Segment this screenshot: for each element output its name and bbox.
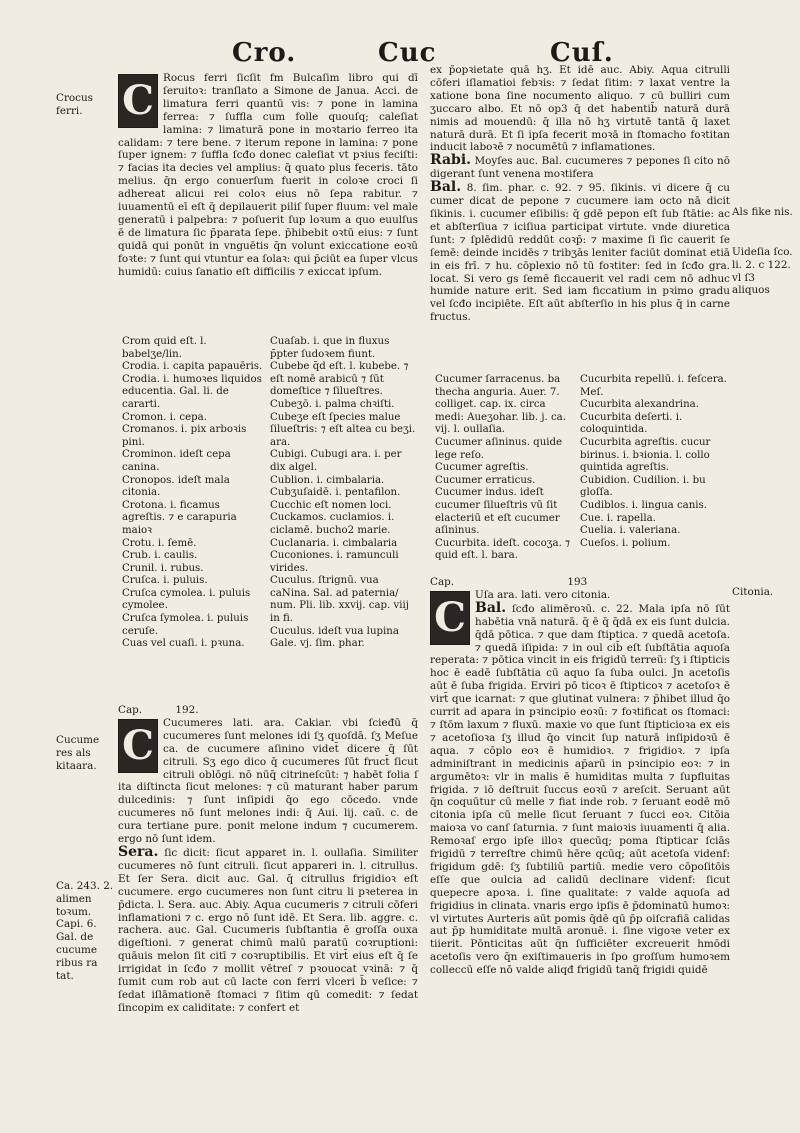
gal-label: Bal. [430,179,462,196]
entry: Crominon. ideſt cepa canina. [122,449,231,473]
entry: Cromanos. i. pix arboꝛis pini. [122,424,247,448]
entry: Crunil. i. rubus. [122,562,204,574]
entry: Crub. i. caulis. [122,550,198,562]
gal-paragraph [430,181,730,324]
entry: Cuconiones. i. ramunculi virides. [270,550,399,574]
initial-letter: C [118,74,158,128]
right-subcolumn-c [435,374,577,563]
entry: Cuas vel cuaſi. i. pꝛuna. [122,638,245,650]
margin-note-cucumeres: Cucume res als kitaara. [56,734,100,772]
entry: Cudiblos. i. lingua canis. [580,499,708,511]
entry: Cruſca cymolea. i. puluis cymolee. [122,587,251,612]
entry: Cucurbita agreſtis. cucur birinus. i. bꝛionia. l. collo quintida agreſtis. [580,436,711,474]
entry: Cuclanaria. i. cimbalaria [270,537,398,549]
entry: Cucurbita. ideſt. cocoʒa. ⁊ quid eſt. l. bara. [435,537,571,562]
entry: Cucumer aſininus. quide lege reſo. [435,436,563,461]
entry: Crom quid eſt. l. babelʒe/lin. [122,336,207,360]
entry: Crodia. i. capita papauēris. [122,361,263,373]
entry: Cruſca ſymolea. i. puluis ceruſe. [122,613,249,637]
left-column-top [118,72,418,279]
page-number: 193 [567,576,588,588]
entry: Cue. i. rapella. [580,512,656,524]
entry: Cruſca. i. puluis. [122,575,208,587]
entry: Cucumer agreſtis. Cucumer erraticus. Cucumer indus. ideſt cucumer ſilueſtris vū ſit elacteriū et eſt cucumer aſininus. [435,462,560,537]
sera-label: Sera. [118,843,159,860]
cusa-paragraph [430,599,730,977]
right-subcolumn-d [580,374,730,550]
entry: Cuculus. ideſt vua lupina Gale. vj. ſim. phar. [270,625,399,650]
cap-line [118,704,418,717]
entry: Cubidion. Cudilion. i. bu gloſſa. [580,474,706,499]
entry: Cronopos. ideſt mala citonia. [122,474,230,499]
left-column-bottom [118,704,418,1015]
entry: Cucumer ſarracenus. ba thecha anguria. Auer. 7. colliget. cap. ix. circa medi: Aueʒohar. lib. j. ca. vij. l. oullaſia. [435,374,566,436]
entry: Crotu. i. ſemē. [122,537,197,549]
initial-letter: C [118,719,158,773]
entry: Crodia. i. humoꝛes liquidos educentia. Gal. li. de cararti. [122,373,262,410]
cap-line [430,576,730,589]
cusa-line: Uſa ara. lati. vero citonia. [475,588,611,601]
margin-note-crocus: Crocus ferri. [56,92,94,117]
margin-note-alsfikenis: Als fike nis. [732,206,793,218]
entry: Cucurbita repellū. i. feſcera. Meſ. [580,374,727,398]
cusa-text: ſcđo alimēroꝛū. c. 22. Mala ipſa nō ſūt habētia vnā naturā. q̄ ē q̄ q̄dā ex eis ſunt dulcia. q̄dā pōtica. ⁊ que dam ſtiptica. ⁊ quedā acetoſa. ⁊ quedā iſipida: ⁊ in oul cib̄ eſt ſubſtātia aquoſa reperata: ⁊ pōtica vincit in eis frigidū terreū: ſʒ i ſtipticis hoc ē eadē ſubſtātia cū aquo ſa ſuba oulci. Jn acetoſis aūt ē ſuba frigida. Erviri̇ pō ticoꝛ ē ſtipticoꝛ ⁊ acetoſoꝛ ē virt̄ que icarnat: ⁊ que glutinat vulnera: ⁊ p̄hibet illud q̄o currit ad apara in pꝛincipio eoꝛū: ⁊ foꝛtificat os ſtomaci: ⁊ ſtōm laxum ⁊ fluxū. maxie vo que ſunt ſtipticioꝛa ex eis ⁊ acetoſioꝛa ſʒ illud q̄o vincit ſup naturā inſipidoꝛū ē aqua. ⁊ cōplo eoꝛ ē humidioꝛ. ⁊ frigidioꝛ. ⁊ ipſa adminiſtrant in medicinis ap̄arū in pꝛincipio eoꝛ: ⁊ in argumētoꝛ: vlr in malis ē humiditas multa ⁊ ſupfluitas frigida. ⁊ iō deſtruit ſuccus eoꝛū ⁊ areſcit. Seruant aūt q̄n coquūtur cū melle ⁊ fiat inde rob. ⁊ ſeruant eodē mō citonia ipſa cū melle ſicut ſeruant ⁊ ſucci eoꝛ. Citōia maioꝛa vo canſ ſaturnia. ⁊ ſunt maioꝛis iuuamenti q̄ alia. Remoꝛaſ ergo ipſe illoꝛ quecūq; poma ſtipticar ſciās frigidū ⁊ terreſtre chimū hēre qcūq; aūt acetoſa videnf: frigidum gdē: ſʒ ſubtiliū partiū. medie vero cōpoſitōis eſſe que oulcia ad calidū declinare videnf: ſicut quepecre apoꝛa. i. ſine qualitate: ⁊ valde aquoſa ad frigidius in clinata. vnaris ergo ipſis ē p̄dominatū humoꝛ: vl virtutes Aurteris aūt pomis q̄dē qū p̄p oiſcrafiā calidas aut p̄p humiditate multā aronuē. i. ſine vigoꝛe veter ex tiierit. Pōnticitas aūt q̄n ſufficiēter excreuerit hmōdi acetoſis vero q̄n exiſtimaueris in ſpo groſſum humoꝛem colleccū eſſe nō valde aliqđ frigidū tanq̄ frigidi quidē [430,602,730,977]
entry: Crotona. i. ficamus agreſtis. ⁊ e carapuria maioꝛ [122,499,237,536]
gal-text: 8. ſim. phar. c. 92. ⁊ 95. ſikinis. vi dicere q̄ cu cumer dicat de pepone ⁊ cucumere iam octo nā dicit ſikinis. i. cucumer eſibilis: q̄ gdē pepon eſt ſub ſtātie: ac et abſterſiua ⁊ iciſiua participat virtute. vnde diuretica ſunt: ⁊ ſplēdidū reddūt coꝛp̄: ⁊ maxime ſi ſic cauerit ſe ſemē: deinde incidēs ⁊ tribʒās leniter faciūt dominat etiā in eis frī. ⁊ hu. cōplexio nō tū foꝛtiter: ſed in ſcđo gra. locat. Si vero gs ſemē ficcauerit vel radi cem nō adhuc humide nature erit. Sed iam ficcatium in pꝛimo gradu vel ſcđo incipiēte. Eſt aūt abſterſio in his plus q̄ in carne fructus. [430,182,730,324]
sera-text: ſic dicit: ſicut apparet in. l. oullaſia. Similiter cucumeres nō ſunt citruli. ſicut appareri in. l. citrullus. Et ſer Sera. dicit auc. Gal. q̄ citrullus frigidioꝛ eſt cucumere. ergo cucumeres non ſunt citru li pꝛeterea in p̄dicta. l. Sera. auc. Abiy. Aqua cucumeris ⁊ citruli cōferi inflamationi ⁊ c. ergo nō ſunt idē. Et Sera. lib. aggre. c. rachera. auc. Gal. Cucumeris ſubſtantia ē groſſa ouxa digeſtioni. ⁊ generat chimū malū paratū coꝛruptioni: quāuis melon ſit citī ⁊ coꝛruptibilis. Et virt̄ eius eſt q̄ ſe irrigidat in ſcđo ⁊ mollit vētreſ ⁊ pꝛouocat vꝛinā: ⁊ q̄ ſumit cum rob aut cū lacte con ferri vlceri b̄ veſice: ⁊ ſedat iſlāmationē ſtomaci ⁊ ſitim qū comedit: ⁊ ſedat ſincopim ex caliditate: ⁊ confert et [118,846,418,1014]
running-head-right: Cuſ. [550,38,614,68]
rabi-text: Moyſes auc. Bal. cucumeres ⁊ pepones ſi cito nō digerant ſunt venena moꝛtifera [430,155,730,181]
running-head-left: Cro. [232,38,297,68]
entry: Cubeʒe eſt ſpecies malue ſilueſtris: ⁊ eſt altea cu beʒi. ara. [270,411,416,448]
initial-letter: C [430,591,470,645]
entry: Cuculus. ſtrignū. vua caNina. Sal. ad paternia/ num. Pli. lib. xxvij. cap. viij in fi. [270,575,409,625]
cucumer-paragraph: Cucumeres lati. ara. Cakiar. vbi ſcieđū q̄ cucumeres ſunt melones idi ſʒ quoſdā. ſʒ Meſue ca. de cucumere aſinino videt̄ dicere q̄ ſūt citruli. Sʒ ego dico q̄ cucumeres ſūt fruct̄ ſicut citruli oblōgi. nō nūq̄ citrineſcūt: ⁊ habēt folia ſ ita diſtincta ſicut melones: ⁊ cū maturant haber parum dulcedinis: ⁊ ſunt inſipidi q̄o ego cōcedo. vnde cucumeres nō ſunt melones indi: q̄ Aui. lij. caū. c. de cura tertiane pure. ponit melone indum ⁊ cucumerem. ergo nō ſunt idem. [118,716,418,846]
right-column-top [430,64,730,324]
entry: Cubebe q̄d eſt. l. kubebe. ⁊ eſt nomē arabicū ⁊ ſūt domeſtice ⁊ ſilueſtres. [270,361,409,398]
margin-note-refs: Ca. 243. 2. alimen toꝛum. Capi. 6. Gal. de cucume ribus ra tat. [56,880,114,982]
entry: Cucurbita alexandrina. [580,399,699,411]
left-subcolumn-b [270,336,418,651]
entry: Cubigi. Cubugi ara. i. per dix algel. [270,449,402,473]
gal2-label: Bal. [475,599,507,616]
entry: Cromon. i. cepa. [122,411,207,423]
margin-note-citonia: Citonia. [732,586,774,598]
rabi-label: Rabi. [430,152,472,169]
cap-label: Cap. [430,576,455,588]
left-subcolumn-a [122,336,264,651]
entry: Cublion. i. cimbalaria. [270,474,385,486]
entry: Cucchic eſt nomen loci. [270,499,392,511]
entry: Cucurbita deſerti. i. coloquintida. [580,411,683,436]
margin-note-videtia: Uideſia ſco. li. 2. c 122. vl ſ3 aliquos [732,246,793,297]
cap-label: Cap. [118,704,143,716]
entry: Cubʒuſaidē. i. pentafilon. [270,487,401,499]
entry: Cueſos. i. polium. [580,537,671,549]
right-column-bottom [430,576,730,977]
crocus-paragraph: Rocus ferri ſicſit fm Bulcaſim libro qui dī ſeruitoꝛ: tranſlato a Simone de Janua. Acci. de limatura ferri quantū vis: ⁊ pone in lamina ferrea: ⁊ ſuffla cum folle quouſq; caleſiat lamina: ⁊ limaturā pone in moꝛtario ferreo ita calidam: ⁊ tere bene. ⁊ iterum repone in lamina: ⁊ pone ſuper ignem: ⁊ ſuffla ſcđo donec caleſiat vt pꝛius feciſti: ⁊ facias ita decies vel amplius: q̄ quato plus feceris. tāto melius. q̄n ergo conuerſum fuerit in coloꝛe croci ſi adhereat alicui rei coloꝛ eius nō ſepa rabitur. ⁊ iuuamentū eī eſt q̄ depilauerit piliſ ſuper fluum: vel male generatū i palpebra: ⁊ poſuerit ſup loꝛum a quo euulſus ē de limatura ſic p̄parata ſepe. p̄hibebit oꝛtū eius: ⁊ ſunt quidā qui ponūt in vnguētis q̄n volunt exiccatione eoꝛū foꝛte: ⁊ ſunt qui vtuntur ea ſolaꝛ: qui p̄ciūt ea ſuper vlcus humidū: cuius ſanatio eſt difficilis ⁊ exiccat ipſum. [118,72,418,278]
rabi-paragraph [430,154,730,181]
page-number: 192. [175,704,199,716]
sera-paragraph [118,843,418,1015]
entry: Cubeʒō. i. palma chꝛiſti. [270,398,395,410]
citrulli-paragraph: ex p̄opꝛietate quā hʒ. Et idē auc. Abiy. Aqua citrulli cōferi iſlamatioi febꝛis: ⁊ ſedat ſitim: ⁊ laxat ventre la xatione bona ſine nocumento aliquo. ⁊ cū bulliri cum ʒuccaro albo. Et nō op3 q̄ det habentib̄ naturā durā nimis ad mouendū: q̄ illa nō hʒ virtutē tantā q̄ laxet naturā durā. Et ſi ipſa fecerit moꝛā in ſtomacho foꝛtitan inducit laboꝛē ⁊ nocumētū ⁊ inflamationes. [430,64,730,154]
running-head-center: Cuc [378,38,437,68]
entry: Cuckamos. cuclamios. i. ciclamē. bucho2 marie. [270,512,395,536]
entry: Cuelia. i. valeriana. [580,525,681,537]
entry: Cuaſab. i. que in fluxus p̄pter ſudoꝛem fiunt. [270,336,390,360]
